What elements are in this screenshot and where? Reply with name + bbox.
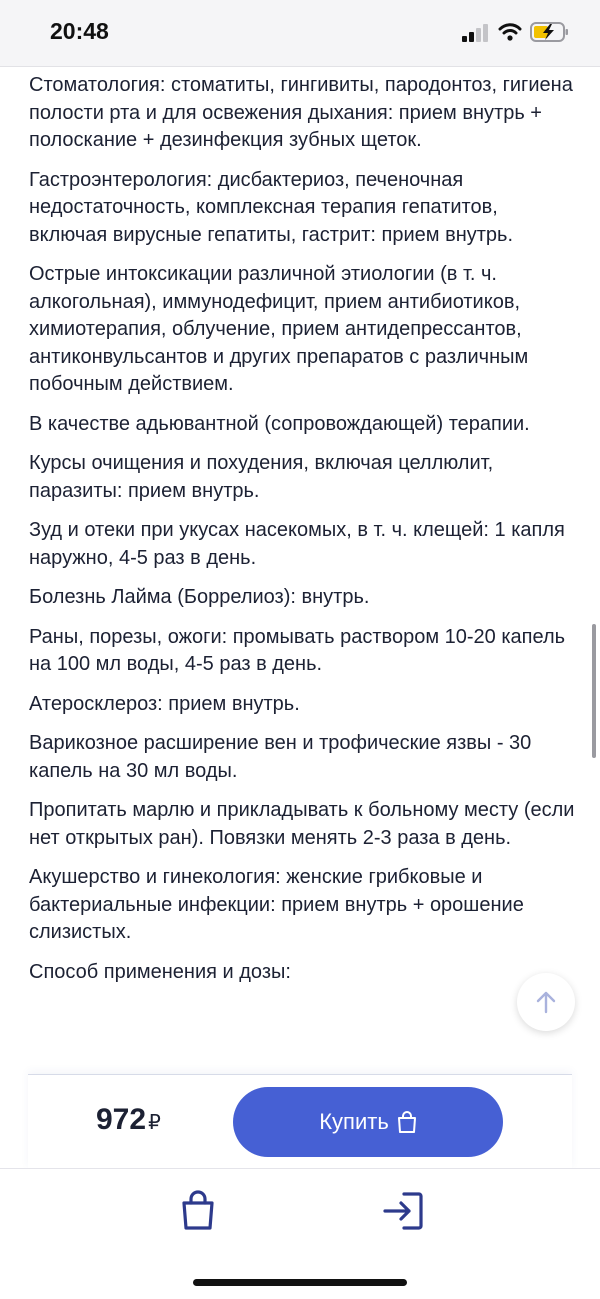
login-icon[interactable]: [382, 1191, 424, 1231]
cart-bag-icon[interactable]: [180, 1189, 216, 1231]
paragraph-atherosclerosis: Атеросклероз: прием внутрь.: [29, 692, 300, 715]
cellular-signal-icon: [462, 24, 490, 42]
price: [96, 1103, 161, 1137]
home-indicator[interactable]: [193, 1279, 407, 1286]
paragraph-dosage-heading: Способ применения и дозы:: [29, 960, 291, 983]
scroll-to-top-button[interactable]: [517, 973, 575, 1031]
price-value: 972: [96, 1103, 147, 1136]
paragraph-varicose: Варикозное расширение вен и трофические язвы - 30 капель на 30 мл воды.: [29, 732, 532, 782]
paragraph-adjuvant: В качестве адьювантной (сопровождающей) терапии.: [29, 412, 530, 435]
paragraph-dentistry: Стоматология: стоматиты, гингивиты, пародонтоз, гигиена полости рта и для освежения дыхания: прием внутрь + полоскание + дезинфекция зубных щеток.: [29, 74, 573, 151]
paragraph-insect-bites: Зуд и отеки при укусах насекомых, в т. ч. клещей: 1 капля наружно, 4-5 раз в день.: [29, 519, 565, 569]
battery-charging-icon: [530, 21, 570, 43]
paragraph-wounds: Раны, порезы, ожоги: промывать раствором 10-20 капель на 100 мл воды, 4-5 раз в день.: [29, 625, 566, 675]
paragraph-gynecology: Акушерство и гинекология: женские грибковые и бактериальные инфекции: прием внутрь + орошение слизистых.: [29, 866, 524, 943]
content-fade: [0, 1060, 600, 1074]
purchase-panel: [28, 1074, 572, 1169]
bottom-tab-bar: [0, 1168, 600, 1299]
currency-symbol: ₽: [148, 1112, 161, 1134]
wifi-icon: [498, 22, 522, 42]
buy-button-label: Купить: [319, 1109, 389, 1134]
buy-button[interactable]: [233, 1087, 503, 1157]
shopping-bag-icon: [397, 1110, 417, 1134]
paragraph-intoxication: Острые интоксикации различной этиологии (в т. ч. алкогольная), иммунодефицит, прием антибиотиков, химиотерапия, облучение, прием антидепрессантов, антиконвульсантов и других препаратов с различным побочным действием.: [29, 263, 529, 395]
paragraph-gastroenterology: Гастроэнтерология: дисбактериоз, печеночная недостаточность, комплексная терапия гепатитов, включая вирусные гепатиты, гастрит: прием внутрь.: [29, 168, 513, 246]
paragraph-cleansing: Курсы очищения и похудения, включая целлюлит, паразиты: прием внутрь.: [29, 452, 494, 502]
paragraph-lyme: Болезнь Лайма (Боррелиоз): внутрь.: [29, 586, 370, 608]
status-bar: [0, 0, 600, 67]
arrow-up-icon: [535, 990, 557, 1014]
scrollbar[interactable]: [592, 624, 596, 758]
status-time: 20:48: [50, 18, 109, 44]
paragraph-gauze: Пропитать марлю и прикладывать к больному месту (если нет открытых ран). Повязки менять 2-3 раза в день.: [29, 799, 575, 849]
instructions-text: [29, 72, 581, 998]
